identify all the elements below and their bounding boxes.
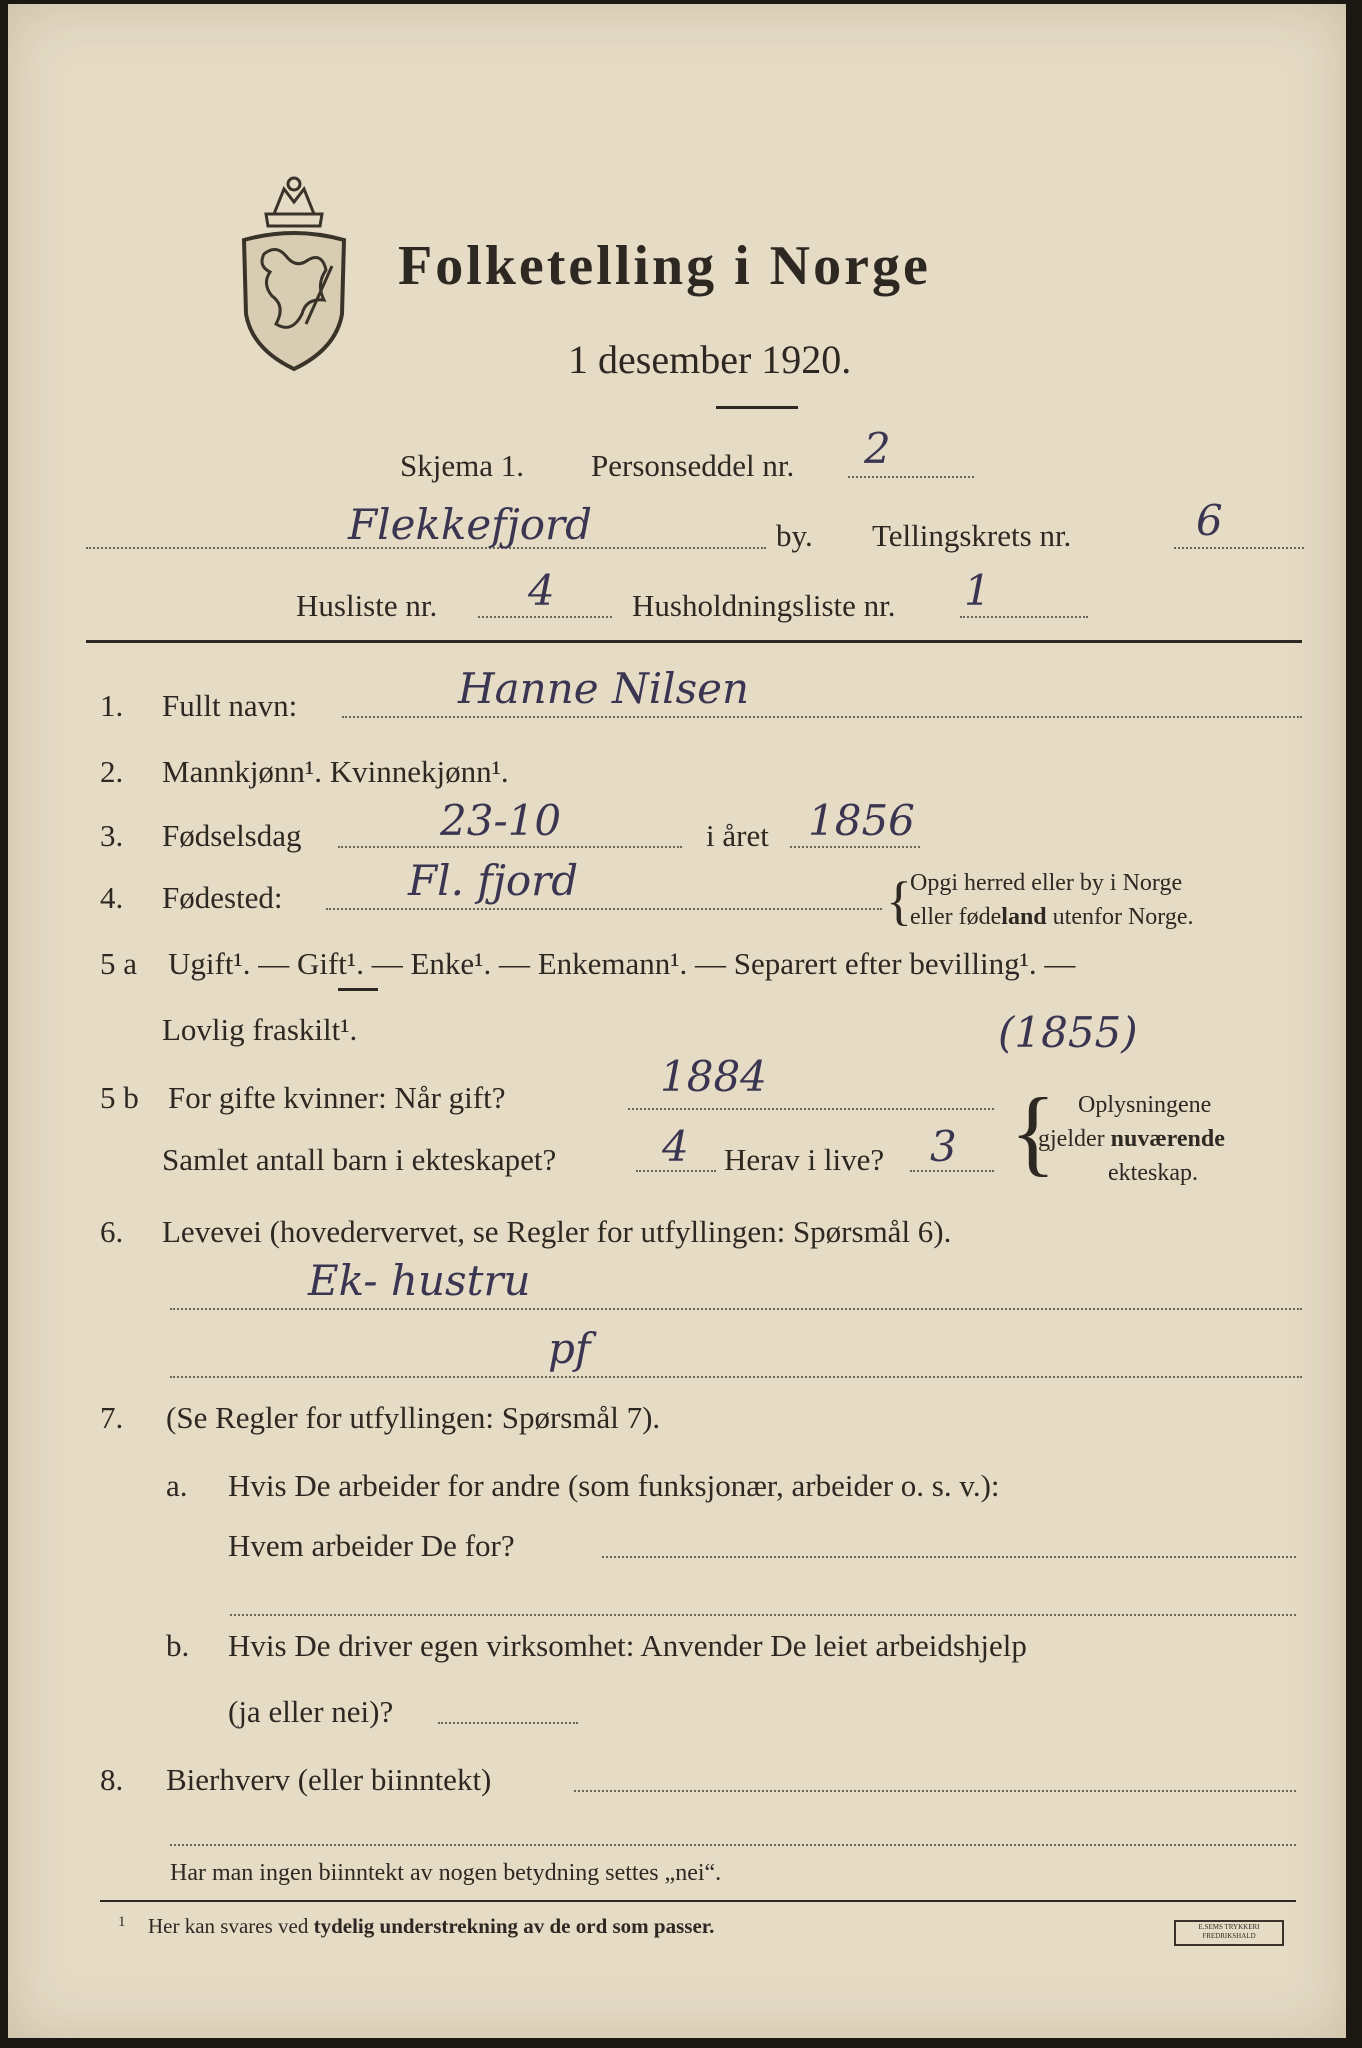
q6-label: Levevei (hovedervervet, se Regler for utfyllingen: Spørsmål 6). (162, 1214, 952, 1249)
husholdning-value: 1 (964, 566, 991, 615)
q4-note-line2: eller fødeland utenfor Norge. (910, 904, 1194, 930)
married-year-value: 1884 (660, 1052, 767, 1101)
q4-brace: { (886, 871, 912, 931)
census-date: 1 desember 1920. (568, 337, 852, 382)
tellingskrets-label: Tellingskrets nr. (872, 518, 1072, 553)
printer-stamp: E.SEMS TRYKKERI FREDRIKSHALD (1174, 1920, 1284, 1946)
q8-number: 8. (100, 1762, 124, 1797)
q4-label: Fødested: (162, 880, 283, 915)
q1-number: 1. (100, 688, 124, 723)
q7-label: (Se Regler for utfyllingen: Spørsmål 7). (166, 1400, 661, 1435)
alive-value: 3 (930, 1122, 957, 1171)
q8-label: Bierhverv (eller biinntekt) (166, 1762, 492, 1797)
personseddel-value: 2 (864, 424, 891, 473)
full-name-value: Hanne Nilsen (458, 664, 750, 713)
q7a-letter: a. (166, 1468, 188, 1503)
census-form (8, 4, 1346, 2038)
q7b-letter: b. (166, 1628, 190, 1663)
q7-number: 7. (100, 1400, 124, 1435)
skjema-label: Skjema 1. (400, 448, 524, 483)
husliste-value: 4 (528, 566, 555, 615)
q5b-note-line3: ekteskap. (1108, 1160, 1198, 1186)
header-rule (86, 640, 1302, 643)
footer-rule (100, 1900, 1296, 1902)
q5b-label: For gifte kvinner: Når gift? (168, 1080, 506, 1115)
occupation-value: Ek- hustru (308, 1256, 531, 1305)
personseddel-label: Personseddel nr. (591, 448, 795, 483)
birthplace-value: Fl. fjord (408, 856, 579, 905)
q3-number: 3. (100, 818, 124, 853)
occupation-code: pf (548, 1324, 591, 1373)
birth-year-value: 1856 (808, 796, 915, 845)
biinntekt-note: Har man ingen biinntekt av nogen betydning settes „nei“. (170, 1860, 722, 1886)
husholdning-label: Husholdningsliste nr. (632, 588, 896, 623)
town-value: Flekkefjord (348, 500, 593, 549)
q2-label: Mannkjønn¹. Kvinnekjønn¹. (162, 754, 509, 789)
q4-note-line1: Opgi herred eller by i Norge (910, 870, 1183, 896)
q7a-label: Hvis De arbeider for andre (som funksjonær, arbeider o. s. v.): (228, 1468, 1000, 1503)
birth-date-value: 23-10 (440, 796, 562, 845)
q6-number: 6. (100, 1214, 124, 1249)
form-title: Folketelling i Norge (398, 235, 931, 297)
q3-label: Fødselsdag (162, 818, 302, 853)
children-label: Samlet antall barn i ekteskapet? (162, 1142, 557, 1177)
q1-label: Fullt navn: (162, 688, 298, 723)
title-divider (716, 406, 798, 409)
q5b-note-line1: Oplysningene (1078, 1092, 1212, 1118)
q5a-label-2: Lovlig fraskilt¹. (162, 1012, 358, 1047)
q5a-label: Ugift¹. — Gift¹. — Enke¹. — Enkemann¹. — Separert efter bevilling¹. — (168, 946, 1076, 981)
q7b-label-2: (ja eller nei)? (228, 1694, 394, 1729)
footnote-text: Her kan svares ved tydelig understrekning av de ord som passer. (148, 1914, 715, 1938)
q7a-label-2: Hvem arbeider De for? (228, 1528, 515, 1563)
q5b-brace: { (1010, 1078, 1057, 1185)
husliste-label: Husliste nr. (296, 588, 438, 623)
q5b-note-line2: gjelder nuværende (1038, 1126, 1225, 1152)
footnote-mark: 1 (118, 1914, 126, 1930)
children-value: 4 (662, 1122, 689, 1171)
by-label: by. (776, 518, 813, 553)
q5a-annotation: (1855) (998, 1008, 1138, 1057)
q5a-number: 5 a (100, 946, 138, 981)
gift-underline (338, 988, 378, 991)
q4-number: 4. (100, 880, 124, 915)
coat-of-arms-icon (236, 174, 352, 374)
tellingskrets-value: 6 (1196, 496, 1223, 545)
q5b-number: 5 b (100, 1080, 139, 1115)
alive-label: Herav i live? (724, 1142, 885, 1177)
q2-number: 2. (100, 754, 124, 789)
q7b-label: Hvis De driver egen virksomhet: Anvender De leiet arbeidshjelp (228, 1628, 1027, 1663)
year-label: i året (706, 818, 769, 853)
